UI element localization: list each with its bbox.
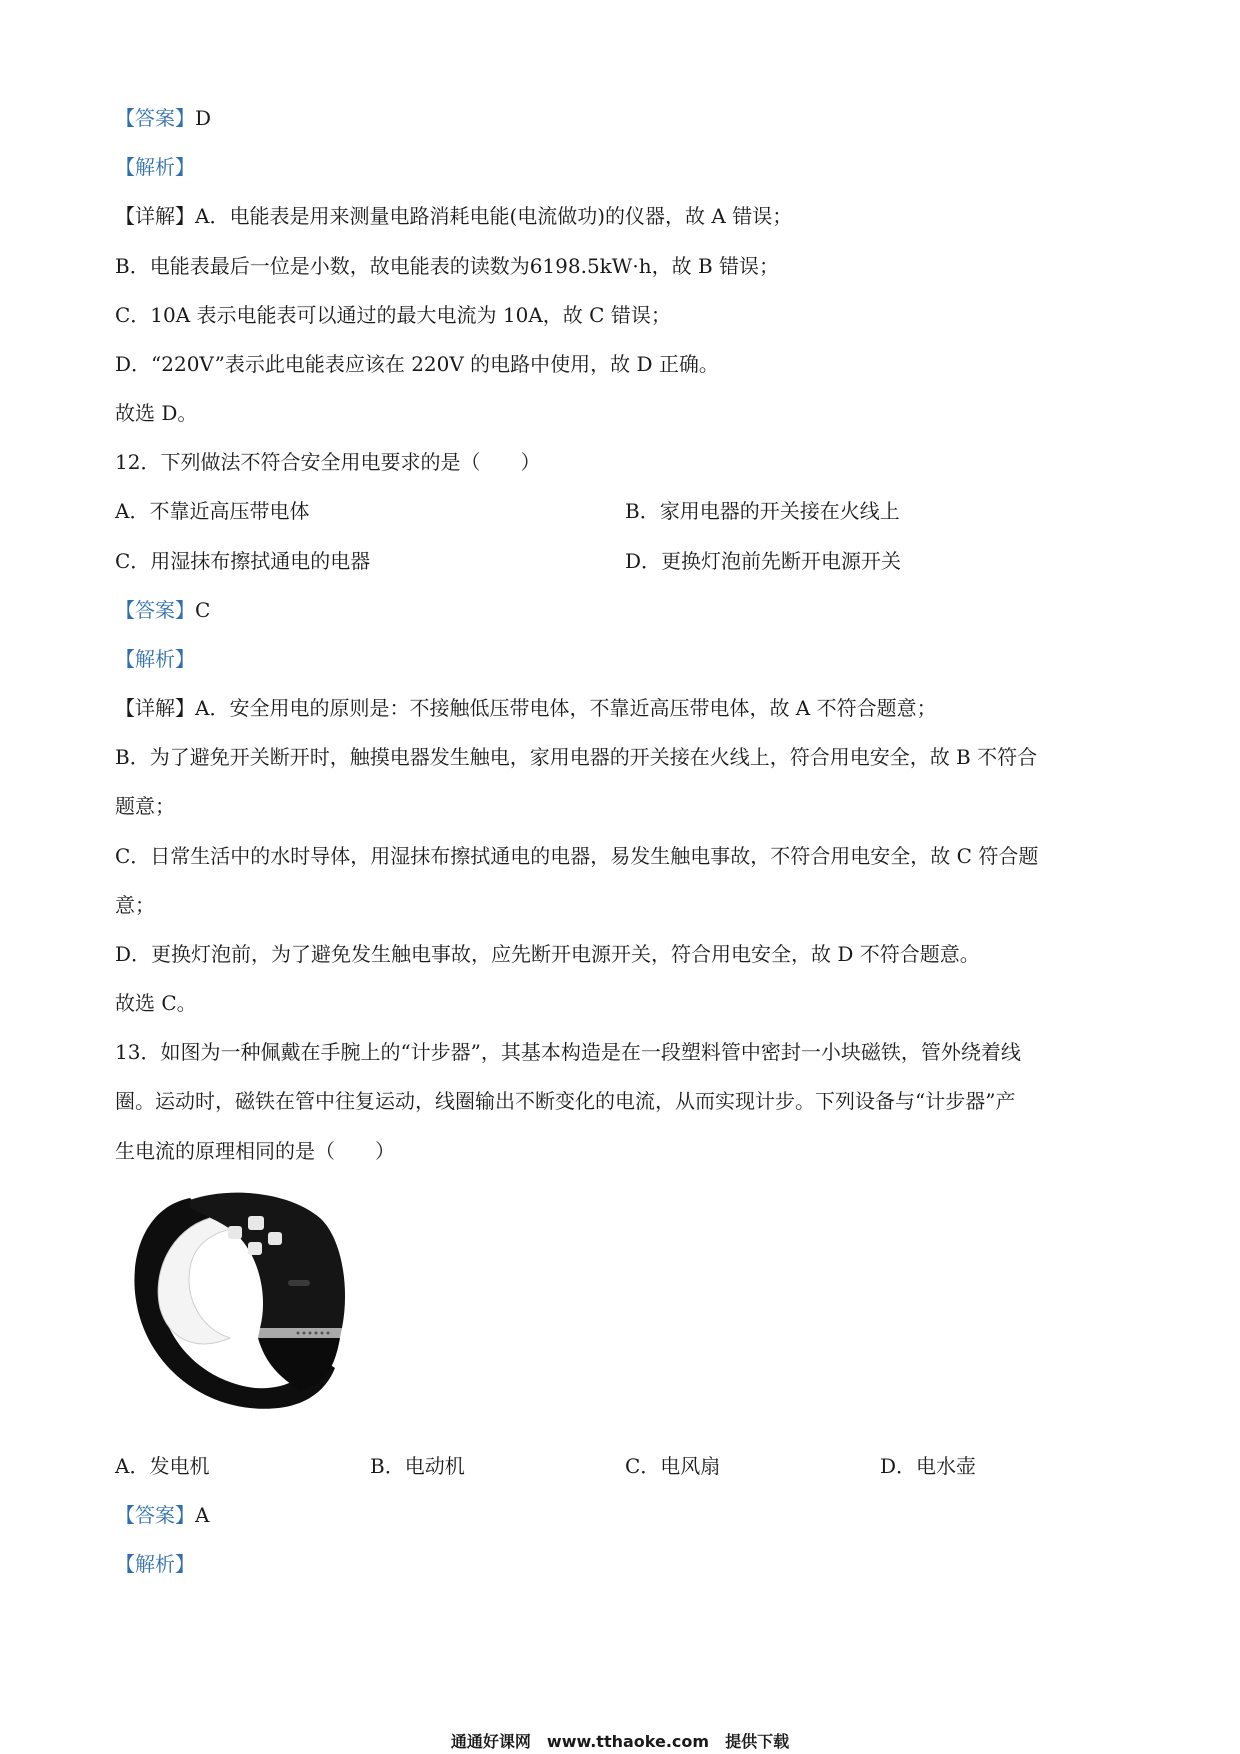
analysis-tag: 【解析】	[115, 647, 195, 671]
answer-value: C	[195, 598, 211, 622]
page-footer: 通通好课网 www.tthaoke.com 提供下载	[450, 1732, 790, 1751]
answer-value: D	[195, 106, 212, 130]
answer-line	[115, 1501, 209, 1529]
q12-option-b: B．家用电器的开关接在火线上	[625, 499, 900, 523]
detail-line: 意；	[115, 893, 155, 917]
speaker-slot	[288, 1280, 310, 1286]
pedometer-bracelet-image	[120, 1178, 360, 1418]
answer-tag: 【答案】	[115, 1503, 195, 1527]
detail-line: 【详解】A．电能表是用来测量电路消耗电能(电流做功)的仪器，故 A 错误；	[115, 204, 793, 228]
detail-line: B．电能表最后一位是小数，故电能表的读数为6198.5kW·h，故 B 错误；	[115, 254, 780, 278]
answer-tag: 【答案】	[115, 598, 195, 622]
answer-value: A	[195, 1503, 210, 1527]
phone-icon	[228, 1226, 242, 1239]
detail-line: B．为了避免开关断开时，触摸电器发生触电，家用电器的开关接在火线上，符合用电安全，故 B 不符合	[115, 745, 1038, 769]
conclusion-line: 故选 D。	[115, 401, 198, 425]
detail-line: C．10A 表示电能表可以通过的最大电流为 10A，故 C 错误；	[115, 303, 671, 327]
q12-option-d: D．更换灯泡前先断开电源开关	[625, 549, 902, 573]
answer-line	[115, 596, 210, 624]
conclusion-line: 故选 C。	[115, 991, 197, 1015]
question-13: 13．如图为一种佩戴在手腕上的“计步器”，其基本构造是在一段塑料管中密封一小块磁铁，管外绕着线	[115, 1040, 1021, 1064]
q12-option-a: A．不靠近高压带电体	[115, 499, 310, 523]
question-12: 12．下列做法不符合安全用电要求的是（ ）	[115, 450, 541, 474]
answer-line	[115, 104, 211, 132]
q12-option-c: C．用湿抹布擦拭通电的电器	[115, 549, 371, 573]
q13-option-c: C．电风扇	[625, 1454, 721, 1478]
menu-icon	[248, 1216, 264, 1230]
question-13-cont: 生电流的原理相同的是（ ）	[115, 1139, 395, 1163]
device-face	[190, 1193, 345, 1328]
lower-band	[258, 1338, 340, 1390]
detail-line: D．更换灯泡前，为了避免发生触电事故，应先断开电源开关，符合用电安全，故 D 不符合题意。	[115, 942, 980, 966]
q13-option-b: B．电动机	[370, 1454, 465, 1478]
q13-option-d: D．电水壶	[880, 1454, 977, 1478]
analysis-tag: 【解析】	[115, 155, 195, 179]
clock-icon	[268, 1232, 282, 1245]
walk-icon	[248, 1242, 262, 1255]
q13-option-a: A．发电机	[115, 1454, 210, 1478]
detail-line: 【详解】A．安全用电的原则是：不接触低压带电体，不靠近高压带电体，故 A 不符合题意；	[115, 696, 937, 720]
analysis-tag: 【解析】	[115, 1552, 195, 1576]
answer-tag: 【答案】	[115, 106, 195, 130]
question-13-cont: 圈。运动时，磁铁在管中往复运动，线圈输出不断变化的电流，从而实现计步。下列设备与“计步器”产	[115, 1089, 1016, 1113]
detail-line: C．日常生活中的水时导体，用湿抹布擦拭通电的电器，易发生触电事故，不符合用电安全，故 C 符合题	[115, 844, 1039, 868]
detail-line: 题意；	[115, 794, 175, 818]
detail-line: D．“220V”表示此电能表应该在 220V 的电路中使用，故 D 正确。	[115, 352, 719, 376]
